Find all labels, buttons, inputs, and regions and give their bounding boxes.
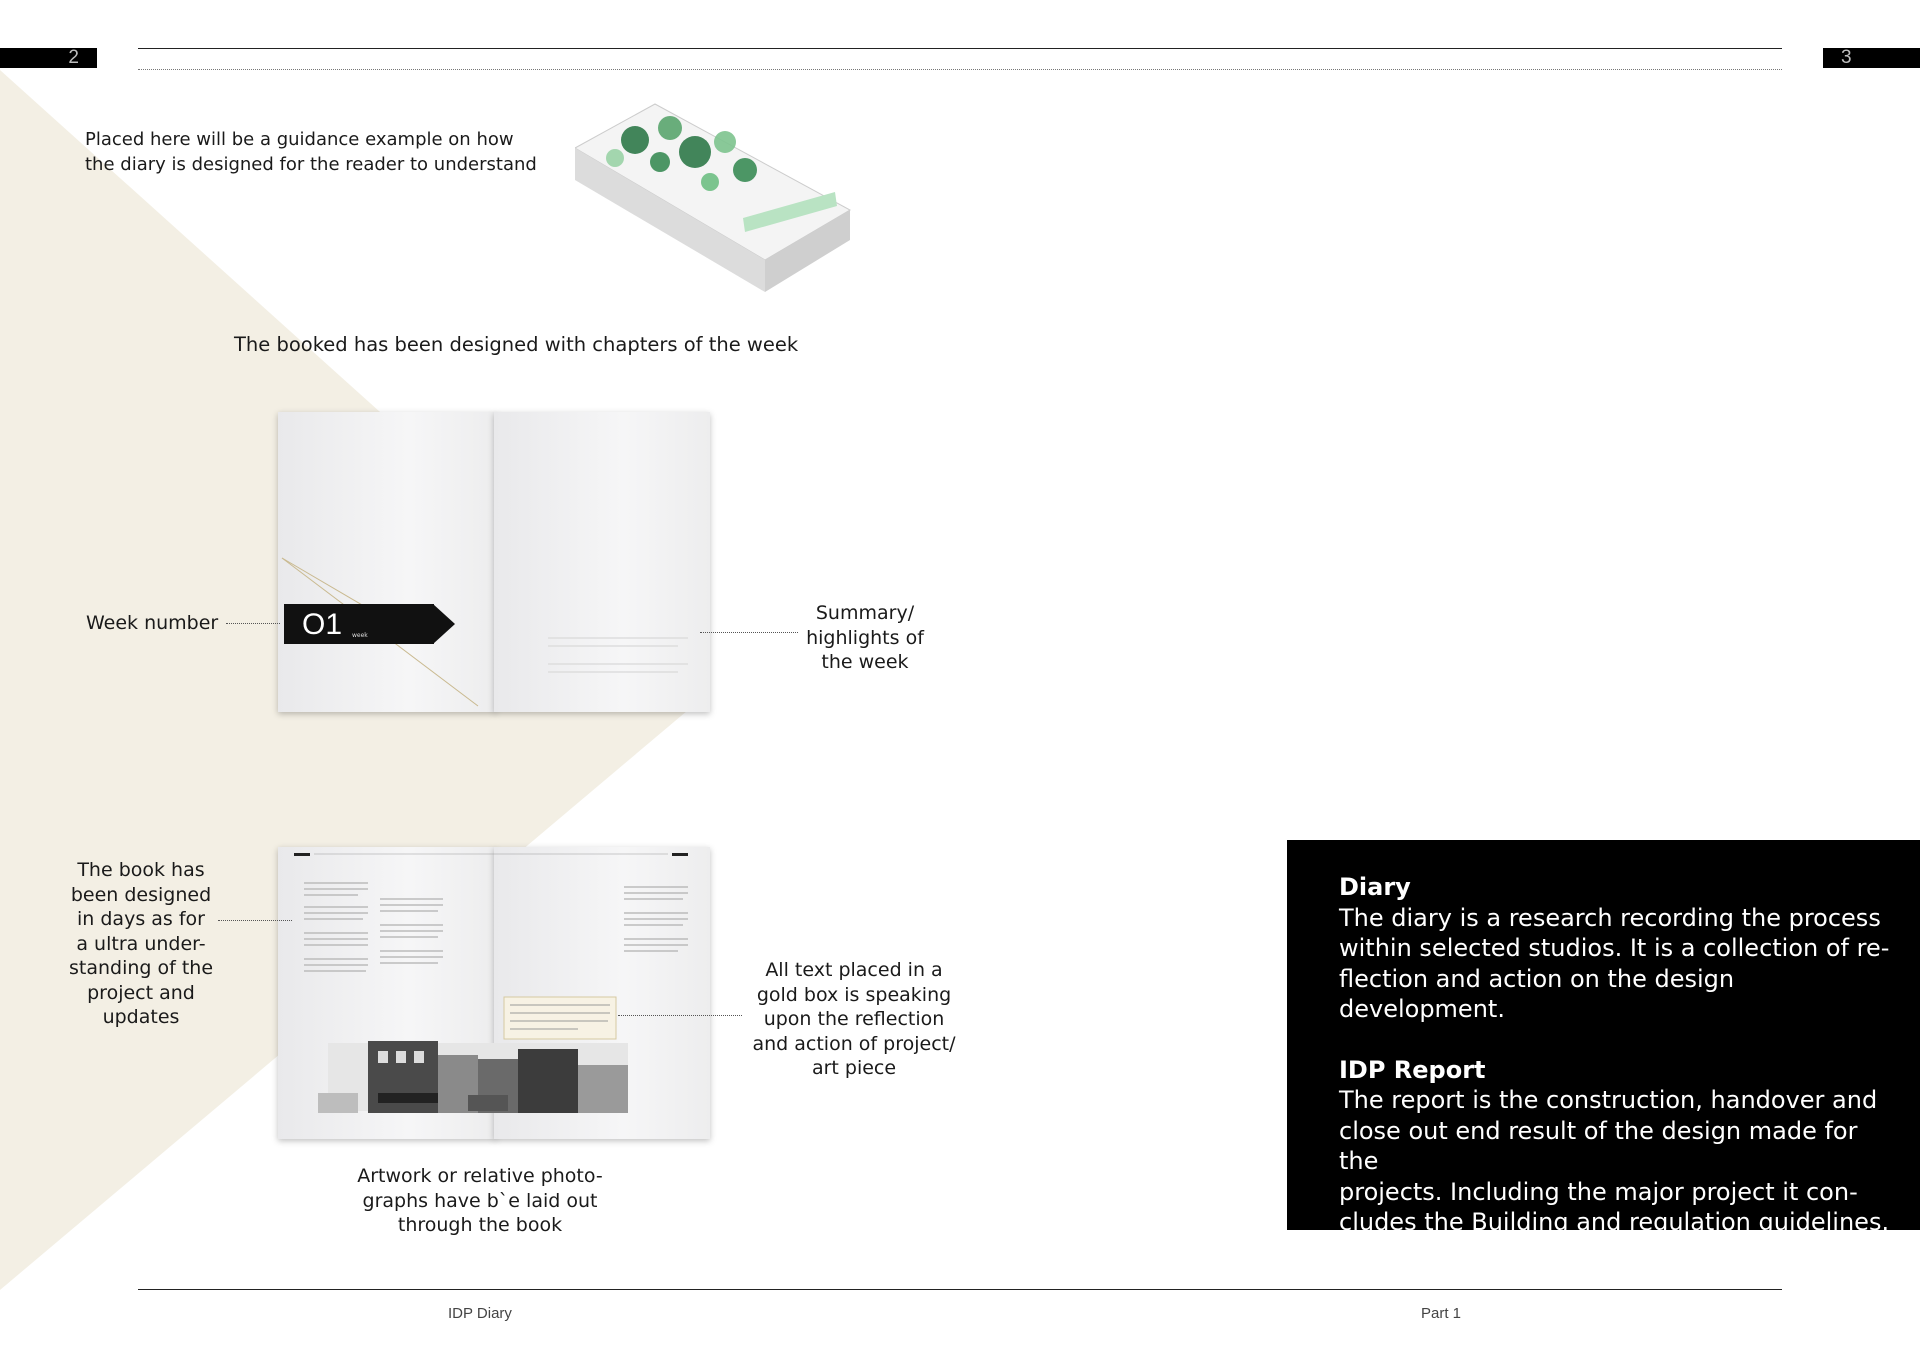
gold-box-leader [618,1015,742,1016]
report-title: IDP Report [1339,1055,1486,1084]
report-line: cludes the Building and regulation guidelines. [1339,1208,1890,1236]
artwork-label-line: Artwork or relative photo- [357,1165,603,1187]
days-label-line: in days as for [77,908,205,930]
artwork-label-line: graphs have b`e laid out [362,1189,598,1212]
days-label-line: been designed [70,883,212,906]
report-line: close out end result of the design made for the [1339,1116,1858,1175]
week-number-leader [226,623,280,624]
days-label-line: standing of the [68,957,214,979]
header-rule [138,48,1782,49]
gold-box-label-line: upon the reflection [763,1008,945,1030]
days-label-line: project and [87,981,195,1004]
intro-note-line: the diary is designed for the reader to understand [85,153,537,175]
days-label-line: The book has [77,859,205,881]
left-page-number: 2 [68,47,79,68]
days-label-line: a ultra under- [76,932,206,955]
right-page-number: 3 [1841,47,1852,68]
book-spread-week [278,408,710,712]
summary-label-line: Summary/ [815,602,915,624]
left-page-number-tab [0,48,97,68]
info-panel [1287,840,1920,1236]
week-sub-text: week [352,632,368,639]
summary-label-line: the week [821,651,909,673]
diary-line: within selected studios. It is a collection of re- [1339,934,1890,962]
gold-box-label [748,958,960,1081]
page-text-decoration [278,843,710,1141]
closed-book-image [575,100,855,300]
week-banner-arrow [433,604,455,644]
gold-box-label-line: All text placed in a [765,959,943,981]
report-line: projects. Including the major project it con- [1339,1177,1858,1206]
gold-box-label-line: and action of project/ [752,1032,956,1055]
intro-note [85,128,537,177]
footer-left: IDP Diary [448,1305,512,1322]
book-spread-days [278,843,710,1141]
footer-rule [138,1289,1782,1290]
days-label [56,858,226,1030]
page-decoration [278,408,710,712]
diary-title: Diary [1339,873,1411,901]
diary-line: flection and action on the design development. [1339,964,1735,1023]
report-line: The report is the construction, handover and [1339,1086,1878,1114]
header-dotted-rule [138,69,1782,70]
days-leader [218,920,292,921]
artwork-label-line: through the book [397,1214,563,1236]
summary-label-line: highlights of [806,626,924,649]
gold-box-label-line: art piece [811,1057,897,1079]
intro-note-line: Placed here will be a guidance example on how [85,129,514,150]
chapters-caption: The booked has been designed with chapters of the week [234,333,799,356]
week-number-label: Week number [86,612,219,634]
week-number-text: O1 [302,608,343,641]
artwork-label [340,1164,620,1238]
diary-line: The diary is a research recording the process [1339,903,1881,932]
days-label-line: updates [102,1006,180,1028]
gold-box-label-line: gold box is speaking [756,983,952,1006]
summary-label [783,601,947,675]
right-page-number-tab [1823,48,1920,68]
footer-right: Part 1 [1421,1305,1462,1322]
